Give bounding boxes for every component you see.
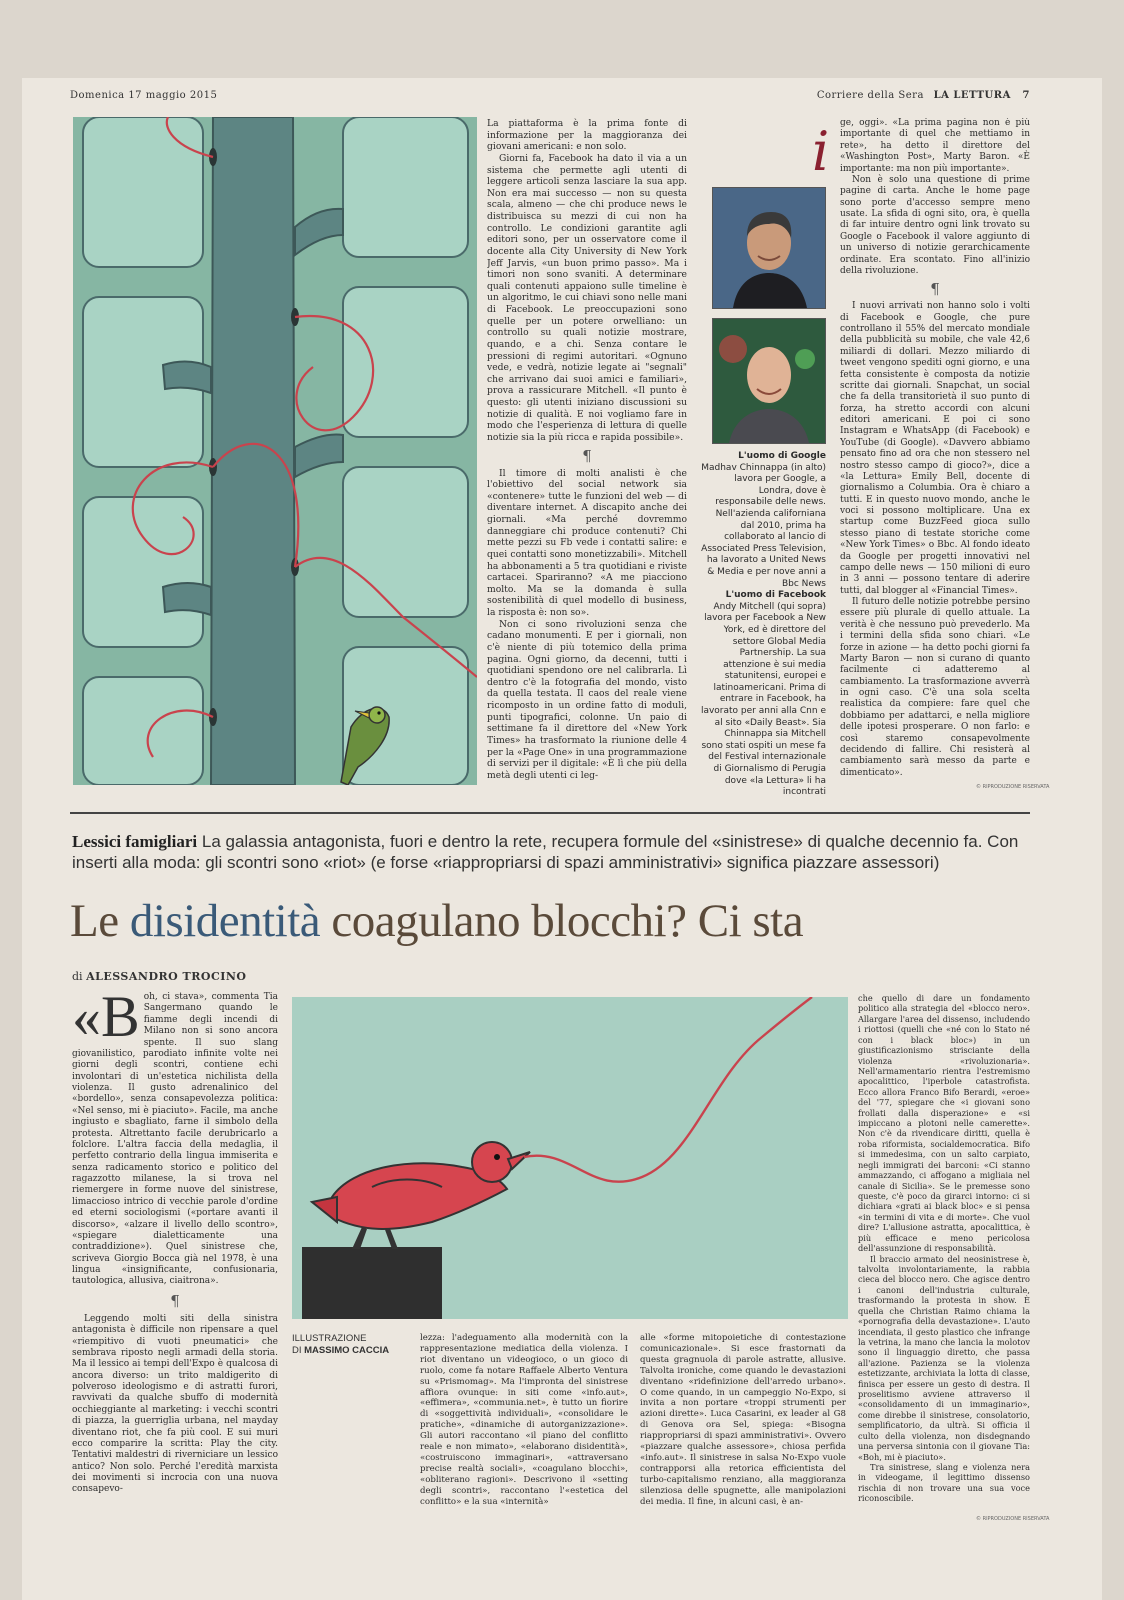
bird-illustration <box>292 997 848 1319</box>
info-icon: i <box>812 120 830 183</box>
top-article-col-1 <box>487 118 687 783</box>
bottom-article-col-1 <box>72 992 278 1512</box>
kicker-label: Lessici famigliari <box>72 832 198 851</box>
top-article-col-3 <box>840 118 1030 778</box>
paragraph: che quello di dare un fondamento politico alla strategia del «blocco nero». Allargare l'area del dissenso, includendo i riottosi (quelli che «né con lo Stato né con i black bloc») in un giustificazionismo strisciante della violenza «rivoluzionaria». Nell'armamentario rientra l'estremismo apocalittico, l'iperbole catastrofista. Ecco allora Franco Bifo Berardi, «eroe» del '77, spiegare che «i giovani sono frollati dalla disperazione» e «si impiccano a plotoni nelle camerette». Non c'è da rivendicare diritti, quella è roba riformista, socialdemocratica. Bifo si immedesima, con un salto carpiato, negli immigrati dei barconi: «Ci stanno ammazzando, ci affogano a migliaia nel canale di Sicilia». Se le premesse sono queste, c'è poco da girarci intorno: ci si dichiara «grati ai black bloc» e si pensa «in termini di vita e di morte». Che vuol dire? L'allusione astratta, apocalittica, è più efficace e meno pericolosa dell'assunzione di responsabilità. <box>858 993 1030 1254</box>
dropcap: «B <box>72 992 140 1049</box>
paragraph: lezza: l'adeguamento alla modernità con la rappresentazione mediatica della violenza. I riot diventano un videogioco, o un gioco di ruolo, come fa notare Raffaele Alberto Ventura su «Prismomag». Ma l'impronta del sinistrese affiora ovunque: in siti come «info.aut», «effimera», «communia.net», è tutto un fiorire di «soggettività individuali», «consolidare le pratiche», «dinamiche di autorganizzazione». Gli autori raccontano «il piano del conflitto reale e non mimato», «elaborano disidentità», «costruiscono immaginari», «attraversano precise realtà sociali», «coagulano blocchi», «obliterano ragioni». Descrivono il «setting degli scontri», raccontano l'«estetica del conflitto» e la sua «internità» <box>420 1333 628 1507</box>
pilcrow-separator: ¶ <box>582 446 592 465</box>
rights-notice: © RIPRODUZIONE RISERVATA <box>976 784 1050 790</box>
article-kicker <box>72 831 1032 873</box>
rights-notice: © RIPRODUZIONE RISERVATA <box>976 1516 1050 1522</box>
article-headline <box>70 893 1030 949</box>
bottom-article-col-2 <box>420 1333 628 1513</box>
section-divider <box>70 812 1030 814</box>
illustration-label: ILLUSTRAZIONE <box>292 1333 367 1344</box>
headline-part: coagulano blocchi? Ci sta <box>320 895 804 947</box>
paragraph: La piattaforma è la prima fonte di informazione per la maggioranza dei giovani americani: e non solo. <box>487 118 687 153</box>
bottom-article-col-3 <box>640 1333 846 1513</box>
paragraph: I nuovi arrivati non hanno solo i volti di Facebook e Google, che pure controllano il 55% del mercato mondiale della pubblicità su mobile, che vale 42,6 miliardi di dollari. Mezzo miliardo di tweet vengono spediti ogni giorno, e una fetta consistente è composta da notizie scritte dai giornali. Snapchat, un social che fa della transitorietà il suo punto di forza, ha stretto accordi con alcuni editori americani. E poi ci sono Instagram e WhatsApp (di Facebook) e YouTube (di Google). «Davvero abbiamo pensato fino ad ora che non stessero nel nostro stesso campo di gioco?», dice a «la Lettura» Emily Bell, docente di giornalismo a Columbia. Ora è chiaro a tutti. E in questo nuovo mondo, anche le voci si possono moltiplicare. Una ex startup come BuzzFeed gioca sullo stesso piano di testate storiche come «New York Times» o Bbc. Al fondo ideato da Google per progetti innovativi nel campo delle news — 150 milioni di euro in 3 anni — possono tentare di aderire tutti, dal blogger al «Financial Times». <box>840 301 1030 596</box>
section-name: LA LETTURA <box>933 90 1011 101</box>
tree-illustration <box>73 117 477 785</box>
headline-emphasis: disidentità <box>129 895 321 947</box>
paragraph: alle «forme mitopoietiche di contestazione comunicazionale». Si esce frastornati da questa gragnuola di parole astratte, allusive. Talvolta ironiche, come quando le devastazioni diventano «ridefinizione dell'arredo urbano». O come quando, in un campeggio No-Expo, si invita a non portare «troppi strumenti per azioni dirette». Luca Casarini, ex leader al G8 di Genova ora Sel, spiega: «Bisogna riappropriarsi di spazi amministrativi». Ovvero «piazzare qualche assessore», chiosa perfida «info.aut». Il sinistrese in salsa No-Expo vuole contrapporsi alla retorica efficientista del turbo-capitalismo renziano, alla maggioranza silenziosa delle spugnette, alle manipolazioni dei media. Il fine, in alcuni casi, è an- <box>640 1333 846 1507</box>
page-header <box>70 90 1030 104</box>
masthead <box>817 90 1030 101</box>
facebook-portrait-photo <box>712 318 826 444</box>
paragraph: Non è solo una questione di prime pagine di carta. Anche le home page sono porte d'accesso sempre meno usate. La sfida di ogni sito, ora, è quella di far intuire dentro ogni link trovato su Google o Facebook il valore aggiunto di un universo di notizie gerarchicamente ordinate. Era scontato. Fino all'inizio della rivoluzione. <box>840 174 1030 276</box>
paragraph: Non ci sono rivoluzioni senza che cadano monumenti. E per i giornali, non c'è niente di più totemico della prima pagina. Ogni giorno, da decenni, tutti i quotidiani spendono ore nel calibrarla. Lì dentro c'è la fotografia del mondo, visto da quella testata. Il caos del reale viene ricomposto in un ordine fatto di moduli, punti tipografici, colonne. Un paio di settimane fa il direttore del «New York Times» ha trasformato la riunione delle 4 per la «Page One» in una programmazione di servizi per il digitale: «È lì che più della metà degli utenti ci leg- <box>487 618 687 781</box>
paragraph: Leggendo molti siti della sinistra antagonista è difficile non ripensare a quel «riempitivo di vuoti pneumatici» che sembrava riposto negli armadi della storia. Ma il lessico ai tempi dell'Expo è qualcosa di ancora diverso: un trito maldigerito di polveroso ideologismo e di astratti furori, ravvivati da qualche sbuffo di modernità occhieggiante al marketing: i vecchi scontri di piazza, la guerriglia urbana, nel mayday diventano riot, che fa più cool. E sui muri ecco comparire la scritta: Play the city. Tentativi maldestri di riverniciare un lessico antico? Non solo. Perché l'eredità marxista dei movimenti si incrocia con una nuova consapevo- <box>72 1313 278 1495</box>
paragraph: Il futuro delle notizie potrebbe persino essere più plurale di quello attuale. La verità è che nessuno può prevederlo. Ma i termini della sfida sono chiari. «Le forze in azione — ha detto pochi giorni fa Marty Baron — non si curano di quanto facilmente ci adatteremo al cambiamento. La trasformazione avverrà in ogni caso. C'è una sola scelta realistica da compiere: fare quel che dobbiamo per adattarci, e nella migliore delle ipotesi prosperare. O non farlo: e così staremo consapevolmente decidendo di fallire. Chi resisterà al cambiamento sarà messo da parte e dimenticato». <box>840 597 1030 778</box>
paper-name: Corriere della Sera <box>816 90 924 101</box>
kicker-text: La galassia antagonista, fuori e dentro la rete, recupera formule del «sinistrese» di qualche decennio fa. Con inserti alla moda: gli scontri sono «riot» (e forse «riappropriarsi di spazi amministrativi» significa piazzare assessori) <box>72 832 1019 872</box>
pilcrow-separator: ¶ <box>930 280 940 299</box>
facebook-bio-title: L'uomo di Facebook <box>725 590 826 601</box>
paragraph: Il timore di molti analisti è che l'obiettivo del social network sia «contenere» tutte le funzioni del web — di diventare internet. A discapito anche dei giornali. «Ma perché dovremmo danneggiare chi produce contenuti? Chi mette pezzi su Fb vede i contatti salire: e quei contatti sono monetizzabili». Mitchell ha abbonamenti a 5 tra quotidiani e riviste cartacei. Spariranno? «A me piacciono molto. Ma se la domanda è sulla sostenibilità di quel modello di business, la risposta è: non so». <box>487 467 687 618</box>
facebook-bio-text: Andy Mitchell (qui sopra) lavora per Facebook a New York, ed è direttore del settore Global Media Partnership. La sua attenzione è sui media statunitensi, europei e latinoamericani. Prima di entrare in Facebook, ha lavorato per anni alla Cnn e al sito «Daily Beast». Sia Chinnappa sia Mitchell sono stati ospiti un mese fa del Festival internazionale di Giornalismo di Perugia dove «la Lettura» li ha incontrati <box>700 601 826 798</box>
google-portrait-photo <box>712 187 826 309</box>
paragraph: Il braccio armato del neosinistrese è, talvolta involontariamente, la rabbia cieca del blocco nero. Che agisce dentro i canoni dell'industria culturale, trasformando la protesta in show. È quella che Christian Raimo chiama la «pornografia della devastazione». L'auto incendiata, il gesto plastico che infrange la vetrina, la mano che lancia la molotov sono il linguaggio diretto, che passa all'azione. Pazienza se la violenza estetizzante, archiviata la lotta di classe, finisca per essere un gesto di destra. Il proselitismo avviene attraverso il «consolidamento di un immaginario», come direbbe il sinistrese, consolatorio, semplificatorio, da ultrà. Si officia il culto della violenza, non disdegnando una perversa sintonia con il giovane Tia: «Boh, mi è piaciuto». <box>858 1253 1030 1462</box>
page-number: 7 <box>1022 90 1030 101</box>
google-bio-text: Madhav Chinnappa (in alto) lavora per Google, a Londra, dove è responsabile delle news. Nell'azienda californiana dal 2010, prima ha collaborato al lancio di Associated Press Television, ha lavorato a United News & Media e per nove anni a Bbc News <box>701 462 826 589</box>
bottom-article-col-4 <box>858 993 1030 1513</box>
sidebar-bios <box>700 451 826 799</box>
illustration-prefix: DI <box>292 1345 302 1356</box>
byline-prefix: di <box>72 970 83 983</box>
google-bio-title: L'uomo di Google <box>738 451 826 461</box>
paragraph: Tra sinistrese, slang e violenza nera in videogame, il legittimo dissenso rischia di non trovare una sua voce riconoscibile. <box>858 1461 1030 1504</box>
paragraph: Giorni fa, Facebook ha dato il via a un sistema che permette agli utenti di leggere articoli senza lasciare la sua app. Non era mai successo — non su questa scala, almeno — che chi produce news le distribuisca su mezzi di cui non ha controllo. Le condizioni garantite agli editori sono, per un osservatore come il docente alla City University di New York Jeff Jarvis, «un buon primo passo». Ma i timori non sono svaniti. A determinare quali contenuti appaiono sulle timeline è un algoritmo, le cui chiavi sono nelle mani di Facebook. Le preoccupazioni sono quelle per un potere orwelliano: un controllo su quali notizie mostrare, quando, e a chi. Senza contare le pressioni di regimi autoritari. «Ognuno vede, e vedrà, notizie legate ai "segnali" che arrivano dai suoi amici e familiari», prova a rassicurare Mitchell. «Il punto è questo: gli utenti iniziano discussioni su notizie di qualità. E noi vogliamo fare in modo che l'esperienza di lettura di quelle notizie sia la più ricca e rapida possibile». <box>487 152 687 443</box>
paragraph: oh, ci stava», commenta Tia Sangermano quando le fiamme degli incendi di Milano non si sono ancora spente. Il suo slang giovanilistico, parodiato infinite volte nei giorni degli scontri, contiene echi involontari di un'estetica nichilista della violenza. Il gusto adrenalinico del «bordello», senza consapevolezza politica: «Nel senso, mi è piaciuto». Facile, ma anche ingiusto e sbagliato, farne il simbolo della protesta. Altrettanto facile derubricarlo a folclore. L'altra faccia della medaglia, il perfetto contrario della lingua immiserita e senza radicamento storico e politico del ragazzotto milanese, la si trova nel riemergere in forme nuove del sinistrese, limaccioso intrico di vecchie parole d'ordine ed eterni sociologismi («portare avanti il discorso», «alzare il livello dello scontro», «spiegare dialetticamente una contraddizione»). Quel sinistrese che, scriveva Giorgio Bocca già nel 1978, è una lingua «insignificante, confusionaria, tautologica, allusiva, ciaitrona». <box>72 992 278 1287</box>
illustration-credit <box>292 1333 389 1357</box>
issue-date: Domenica 17 maggio 2015 <box>70 90 218 101</box>
paragraph: ge, oggi». «La prima pagina non è più importante di quel che mettiamo in rete», ha detto il direttore del «Washington Post», Marty Baron. «È importante: ma non più importante». <box>840 118 1030 174</box>
byline <box>72 970 247 983</box>
illustration-author: MASSIMO CACCIA <box>304 1345 390 1356</box>
byline-author: ALESSANDRO TROCINO <box>86 970 247 983</box>
pilcrow-separator: ¶ <box>170 1291 180 1310</box>
headline-part: Le <box>70 895 130 947</box>
